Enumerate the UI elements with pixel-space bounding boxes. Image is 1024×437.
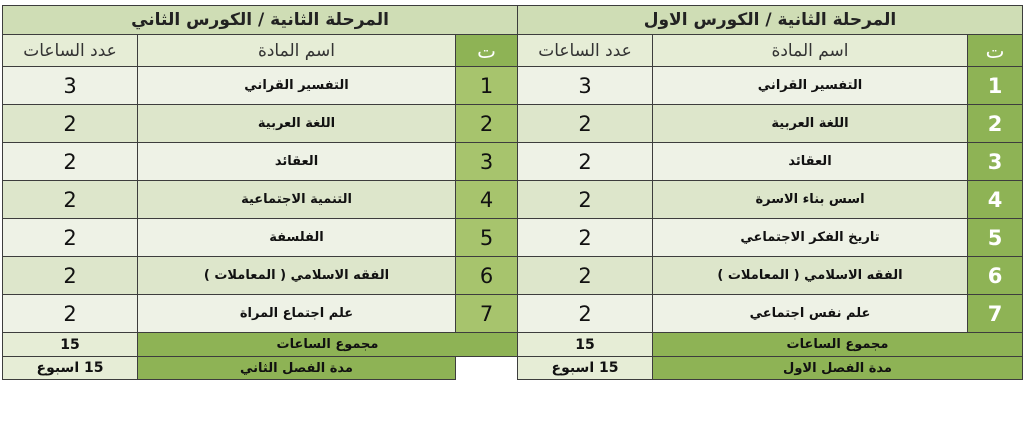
first-col-number-header: ت bbox=[968, 35, 1023, 67]
first-number-cell: 2 bbox=[968, 105, 1023, 143]
first-number-cell: 1 bbox=[968, 67, 1023, 105]
first-duration-label: مدة الفصل الاول bbox=[653, 357, 1023, 380]
first-subject-cell: العقائد bbox=[653, 143, 968, 181]
table-row bbox=[3, 143, 1023, 181]
first-course-title: المرحلة الثانية / الكورس الاول bbox=[518, 6, 1023, 35]
first-subject-cell: اسس بناء الاسرة bbox=[653, 181, 968, 219]
second-total-label: مجموع الساعات bbox=[138, 333, 518, 357]
first-number-cell: 5 bbox=[968, 219, 1023, 257]
spacer-cell bbox=[456, 357, 518, 380]
second-total-hours: 15 bbox=[3, 333, 138, 357]
semester-duration-row bbox=[3, 357, 1023, 380]
second-number-cell: 6 bbox=[456, 257, 518, 295]
first-hours-cell: 2 bbox=[518, 257, 653, 295]
second-subject-cell: اللغة العربية bbox=[138, 105, 456, 143]
second-number-cell: 5 bbox=[456, 219, 518, 257]
second-col-subject-header: اسم المادة bbox=[138, 35, 456, 67]
second-hours-cell: 3 bbox=[3, 67, 138, 105]
first-subject-cell: اللغة العربية bbox=[653, 105, 968, 143]
second-hours-cell: 2 bbox=[3, 181, 138, 219]
second-number-cell: 7 bbox=[456, 295, 518, 333]
first-total-label: مجموع الساعات bbox=[653, 333, 1023, 357]
second-duration-value: 15 اسبوع bbox=[3, 357, 138, 380]
second-number-cell: 2 bbox=[456, 105, 518, 143]
first-hours-cell: 2 bbox=[518, 105, 653, 143]
first-number-cell: 4 bbox=[968, 181, 1023, 219]
first-subject-cell: التفسير القراني bbox=[653, 67, 968, 105]
first-hours-cell: 2 bbox=[518, 219, 653, 257]
first-duration-value: 15 اسبوع bbox=[518, 357, 653, 380]
first-col-hours-header: عدد الساعات bbox=[518, 35, 653, 67]
second-number-cell: 1 bbox=[456, 67, 518, 105]
second-col-number-header: ت bbox=[456, 35, 518, 67]
table-row bbox=[3, 219, 1023, 257]
second-number-cell: 3 bbox=[456, 143, 518, 181]
first-hours-cell: 2 bbox=[518, 181, 653, 219]
second-subject-cell: علم اجتماع المراة bbox=[138, 295, 456, 333]
second-course-title: المرحلة الثانية / الكورس الثاني bbox=[3, 6, 518, 35]
first-hours-cell: 3 bbox=[518, 67, 653, 105]
second-hours-cell: 2 bbox=[3, 295, 138, 333]
table-row bbox=[3, 105, 1023, 143]
second-subject-cell: الفلسفة bbox=[138, 219, 456, 257]
second-subject-cell: الفقه الاسلامي ( المعاملات ) bbox=[138, 257, 456, 295]
total-hours-row bbox=[3, 333, 1023, 357]
schedule-table bbox=[2, 5, 1023, 380]
second-number-cell: 4 bbox=[456, 181, 518, 219]
table-row bbox=[3, 181, 1023, 219]
column-headers-row bbox=[3, 35, 1023, 67]
first-total-hours: 15 bbox=[518, 333, 653, 357]
first-subject-cell: علم نفس اجتماعي bbox=[653, 295, 968, 333]
table-row bbox=[3, 295, 1023, 333]
first-col-subject-header: اسم المادة bbox=[653, 35, 968, 67]
first-number-cell: 6 bbox=[968, 257, 1023, 295]
first-number-cell: 7 bbox=[968, 295, 1023, 333]
table-row bbox=[3, 257, 1023, 295]
first-subject-cell: الفقه الاسلامي ( المعاملات ) bbox=[653, 257, 968, 295]
second-subject-cell: التفسير القراني bbox=[138, 67, 456, 105]
schedule-table-wrapper bbox=[2, 5, 1023, 380]
first-subject-cell: تاريخ الفكر الاجتماعي bbox=[653, 219, 968, 257]
second-subject-cell: العقائد bbox=[138, 143, 456, 181]
first-hours-cell: 2 bbox=[518, 143, 653, 181]
second-col-hours-header: عدد الساعات bbox=[3, 35, 138, 67]
table-row bbox=[3, 67, 1023, 105]
second-hours-cell: 2 bbox=[3, 257, 138, 295]
second-hours-cell: 2 bbox=[3, 105, 138, 143]
second-subject-cell: التنمية الاجتماعية bbox=[138, 181, 456, 219]
first-number-cell: 3 bbox=[968, 143, 1023, 181]
second-hours-cell: 2 bbox=[3, 143, 138, 181]
first-hours-cell: 2 bbox=[518, 295, 653, 333]
second-duration-label: مدة الفصل الثاني bbox=[138, 357, 456, 380]
second-hours-cell: 2 bbox=[3, 219, 138, 257]
